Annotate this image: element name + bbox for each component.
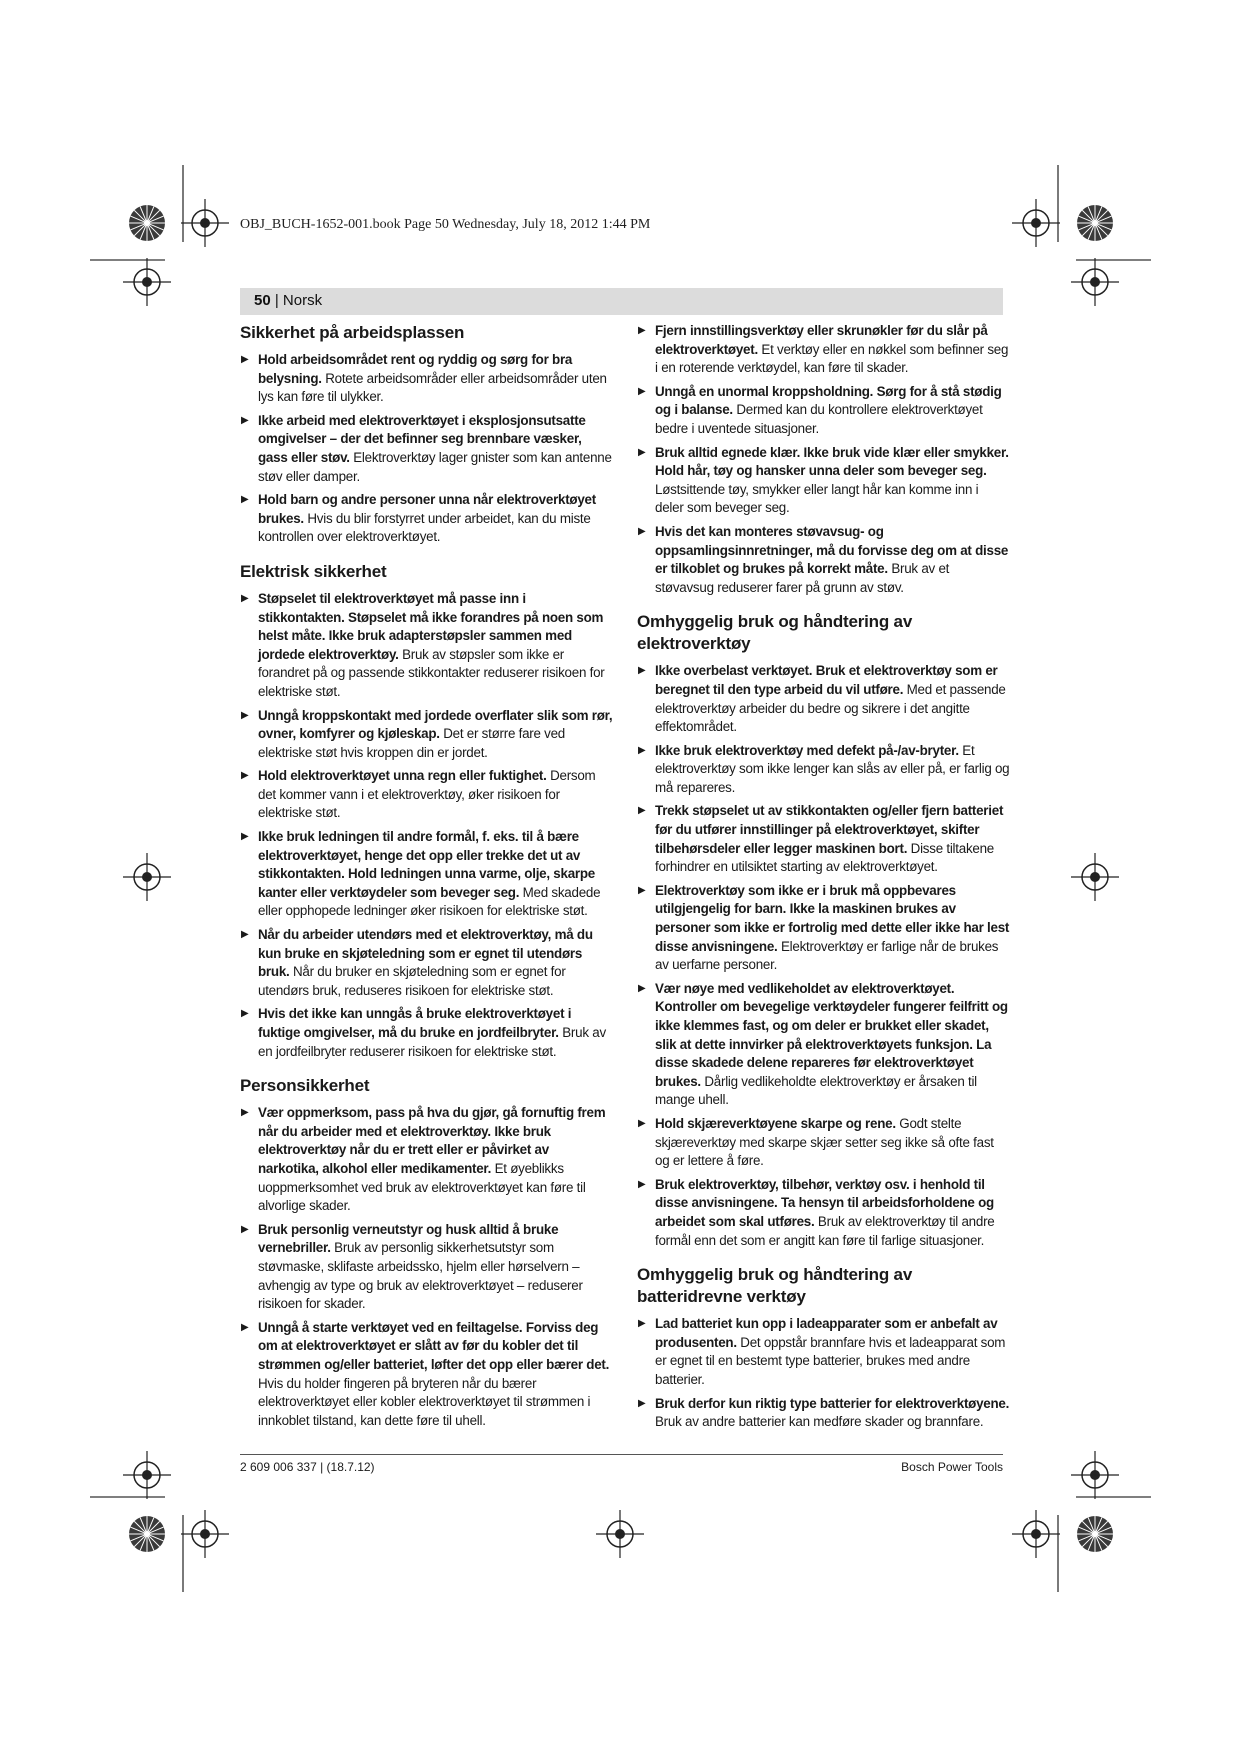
bullet-list	[240, 1104, 613, 1430]
list-item: ▶ Ikke arbeid med elektroverktøyet i eksplosjonsutsatte omgivelser – der det befinner seg brennbare væsker, gass eller støv. Elektroverktøy lager gnister som kan antenne støv eller damper.	[240, 412, 613, 486]
list-item: ▶ Vær oppmerksom, pass på hva du gjør, gå fornuftig frem når du arbeider med et elektroverktøy. Ikke bruk elektroverktøy når du er trett eller er påvirket av narkotika, alkohol eller medikamenter. Et øyeblikks uoppmerksomhet ved bruk av elektroverktøyet kan føre til alvorlige skader.	[240, 1104, 613, 1216]
list-item: ▶ Elektroverktøy som ikke er i bruk må oppbevares utilgjengelig for barn. Ikke la maskinen brukes av personer som ikke er fortrolig med dette eller ikke har lest disse anvisningene. Elektroverktøy er farlige når de brukes av uerfarne personer.	[637, 882, 1010, 975]
bullet-list	[637, 662, 1010, 1250]
footer-divider	[240, 1454, 1003, 1455]
header-separator: |	[270, 292, 283, 309]
bullet-list	[637, 322, 1010, 597]
list-item: ▶ Ikke bruk elektroverktøy med defekt på-/av-bryter. Et elektroverktøy som ikke lenger kan slås av eller på, er farlig og må repareres.	[637, 742, 1010, 798]
list-item: ▶ Hvis det kan monteres støvavsug- og oppsamlingsinnretninger, må du forvisse deg om at disse er tilkoblet og brukes på korrekt måte. Bruk av et støvavsug reduserer farer på grunn av støv.	[637, 523, 1010, 597]
list-item: ▶ Hvis det ikke kan unngås å bruke elektroverktøyet i fuktige omgivelser, må du bruke en jordfeilbryter. Bruk av en jordfeilbryter reduserer risikoen for elektriske støt.	[240, 1005, 613, 1061]
header-language: Norsk	[282, 292, 323, 309]
list-item: ▶ Bruk alltid egnede klær. Ikke bruk vide klær eller smykker. Hold hår, tøy og hansker unna deler som beveger seg. Løstsittende tøy, smykker eller langt hår kan komme inn i deler som beveger seg.	[637, 444, 1010, 518]
list-item: ▶ Unngå en unormal kroppsholdning. Sørg for å stå stødig og i balanse. Dermed kan du kontrollere elektroverktøyet bedre i uventede situasjoner.	[637, 383, 1010, 439]
list-item: ▶ Hold arbeidsområdet rent og ryddig og sørg for bra belysning. Rotete arbeidsområder eller arbeidsområder uten lys kan føre til ulykker.	[240, 351, 613, 407]
section-heading: Omhyggelig bruk og håndtering av elektroverktøy	[637, 612, 913, 654]
list-item: ▶ Bruk elektroverktøy, tilbehør, verktøy osv. i henhold til disse anvisningene. Ta hensyn til arbeidsforholdene og arbeidet som skal utføres. Bruk av elektroverktøy til andre formål enn det som er angitt kan føre til farlige situasjoner.	[637, 1176, 1010, 1250]
list-item: ▶ Vær nøye med vedlikeholdet av elektroverktøyet. Kontroller om bevegelige verktøydeler fungerer feilfritt og ikke klemmes fast, og om deler er brukket eller skadet, slik at dette innvirker på elektroverktøyets funksjon. La disse skadede delene repareres før elektroverktøyet brukes. Dårlig vedlikeholdte elektroverktøy er årsaken til mange uhell.	[637, 980, 1010, 1110]
bullet-list	[240, 351, 613, 547]
list-item: ▶ Hold skjæreverktøyene skarpe og rene. Godt stelte skjæreverktøy med skarpe skjær setter seg ikke så ofte fast og er lettere å føre.	[637, 1115, 1010, 1171]
section-heading: Personsikkerhet	[240, 1076, 370, 1096]
list-item: ▶ Ikke overbelast verktøyet. Bruk et elektroverktøy som er beregnet til den type arbeid du vil utføre. Med et passende elektroverktøy arbeider du bedre og sikrere i det angitte effektområdet.	[637, 662, 1010, 736]
list-item: ▶ Unngå kroppskontakt med jordede overflater slik som rør, ovner, komfyrer og kjøleskap. Det er større fare ved elektriske støt hvis kroppen din er jordet.	[240, 707, 613, 763]
left-column	[240, 322, 613, 1435]
section-heading: Elektrisk sikkerhet	[240, 561, 387, 581]
footer-brand: Bosch Power Tools	[901, 1460, 1003, 1474]
list-item: ▶ Ikke bruk ledningen til andre formål, f. eks. til å bære elektroverktøyet, henge det opp eller trekke det ut av stikkontakten. Hold ledningen unna varme, olje, skarpe kanter eller verktøydeler som beveger seg. Med skadede eller opphopede ledninger øker risikoen for elektriske støt.	[240, 828, 613, 921]
list-item: ▶ Trekk støpselet ut av stikkontakten og/eller fjern batteriet før du utfører innstillinger på elektroverktøyet, skifter tilbehørsdeler eller legger maskinen bort. Disse tiltakene forhindrer en utilsiktet starting av elektroverktøyet.	[637, 802, 1010, 876]
list-item: ▶ Lad batteriet kun opp i ladeapparater som er anbefalt av produsenten. Det oppstår brannfare hvis et ladeapparat som er egnet til en bestemt type batterier, brukes med andre batterier.	[637, 1315, 1010, 1389]
bullet-list	[637, 1315, 1010, 1432]
list-item: ▶ Fjern innstillingsverktøy eller skrunøkler før du slår på elektroverktøyet. Et verktøy eller en nøkkel som befinner seg i en roterende verktøydel, kan føre til skader.	[637, 322, 1010, 378]
list-item: ▶ Unngå å starte verktøyet ved en feiltagelse. Forviss deg om at elektroverktøyet er slått av før du kobler det til strømmen og/eller batteriet, løfter det opp eller bærer det. Hvis du holder fingeren på bryteren når du bærer elektroverktøyet eller kobler elektroverktøyet til strømmen i innkoblet tilstand, kan dette føre til uhell.	[240, 1319, 613, 1431]
list-item: ▶ Hold elektroverktøyet unna regn eller fuktighet. Dersom det kommer vann i et elektroverktøy, øker risikoen for elektriske støt.	[240, 767, 613, 823]
bullet-list	[240, 590, 613, 1061]
right-column	[637, 322, 1010, 1437]
page-header	[254, 292, 322, 309]
page-number: 50	[254, 292, 271, 309]
list-item: ▶ Når du arbeider utendørs med et elektroverktøy, må du kun bruke en skjøteledning som er egnet til utendørs bruk. Når du bruker en skjøteledning som er egnet for utendørs bruk, reduseres risikoen for elektriske støt.	[240, 926, 613, 1000]
list-item: ▶ Bruk derfor kun riktig type batterier for elektroverktøyene. Bruk av andre batterier kan medføre skader og brannfare.	[637, 1395, 1010, 1432]
list-item: ▶ Støpselet til elektroverktøyet må passe inn i stikkontakten. Støpselet må ikke forandres på noen som helst måte. Ikke bruk adapterstøpsler sammen med jordede elektroverktøy. Bruk av støpsler som ikke er forandret på og passende stikkontakter reduserer risikoen for elektriske støt.	[240, 590, 613, 702]
book-slug: OBJ_BUCH-1652-001.book Page 50 Wednesday, July 18, 2012 1:44 PM	[240, 217, 651, 232]
section-heading: Omhyggelig bruk og håndtering av batteridrevne verktøy	[637, 1265, 913, 1307]
footer-doc-number: 2 609 006 337 | (18.7.12)	[240, 1460, 375, 1474]
section-heading: Sikkerhet på arbeidsplassen	[240, 323, 465, 342]
page-header-bar	[240, 288, 1003, 315]
list-item: ▶ Bruk personlig verneutstyr og husk alltid å bruke vernebriller. Bruk av personlig sikkerhetsutstyr som støvmaske, sklifaste arbeidssko, hjelm eller hørselvern – avhengig av type og bruk av elektroverktøyet – reduserer risikoen for skader.	[240, 1221, 613, 1314]
list-item: ▶ Hold barn og andre personer unna når elektroverktøyet brukes. Hvis du blir forstyrret under arbeidet, kan du miste kontrollen over elektroverktøyet.	[240, 491, 613, 547]
